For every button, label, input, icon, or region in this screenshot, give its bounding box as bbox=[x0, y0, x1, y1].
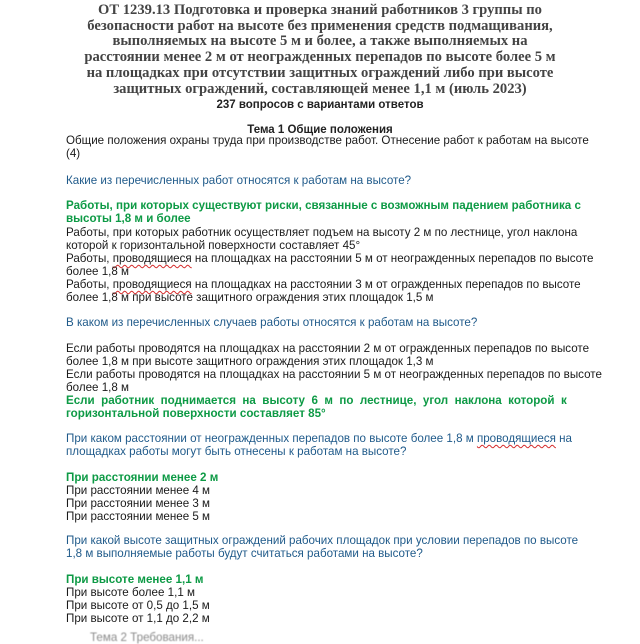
q1-correct-answer: Работы, при которых существуют риски, связанные с возможным падением работника с bbox=[66, 199, 581, 212]
title-line: выполняемых на высоте 5 м и более, а также выполняемых на bbox=[112, 33, 528, 50]
document-title bbox=[66, 3, 574, 97]
title-line: защитных ограждений, составляющей менее 1,1 м (июль 2023) bbox=[113, 80, 527, 97]
q1-option-3-cont: более 1,8 м при высоте защитного ограждения этих площадок 1,5 м bbox=[66, 291, 434, 304]
question-1: Какие из перечисленных работ относятся к работам на высоте? bbox=[66, 174, 412, 187]
q3-correct-answer: При расстоянии менее 2 м bbox=[66, 471, 219, 484]
question-4-cont: 1,8 м выполняемые работы будут считаться работами на высоте? bbox=[66, 547, 423, 560]
q4-correct-answer: При высоте менее 1,1 м bbox=[66, 573, 204, 586]
q2-option-1: Если работы проводятся на площадках на расстоянии 2 м от огражденных перепадов по высоте bbox=[66, 342, 590, 355]
q1-option-1: Работы, при которых работник осуществляет подъем на высоту 2 м по лестнице, угол наклона bbox=[66, 226, 578, 239]
question-4: При какой высоте защитных ограждений рабочих площадок при условии перепадов по высоте bbox=[66, 534, 579, 547]
q3-option-2: При расстоянии менее 3 м bbox=[66, 497, 211, 510]
title-line: ОТ 1239.13 Подготовка и проверка знаний работников 3 группы по bbox=[98, 2, 542, 18]
q4-option-1: При высоте более 1,1 м bbox=[66, 586, 195, 599]
q2-correct-answer-cont: горизонтальной поверхности составляет 85° bbox=[66, 407, 326, 420]
title-line: расстоянии менее 2 м от неогражденных перепадов по высоте более 5 м bbox=[84, 49, 556, 66]
question-2: В каком из перечисленных случаев работы относятся к работам на высоте? bbox=[66, 316, 478, 329]
title-line: на площадках при отсутствии защитных ограждений либо при высоте bbox=[86, 64, 554, 81]
q1-option-2: Работы, проводящиеся на площадках на расстоянии 5 м от неогражденных перепадов по высоте bbox=[66, 252, 594, 265]
q1-option-2-cont: более 1,8 м bbox=[66, 265, 130, 278]
document-subtitle: 237 вопросов с вариантами ответов bbox=[216, 99, 424, 111]
q1-correct-answer-cont: высоты 1,8 м и более bbox=[66, 212, 191, 225]
question-3: При каком расстоянии от неогражденных перепадов по высоте более 1,8 м проводящиеся на bbox=[66, 432, 572, 445]
q3-option-3: При расстоянии менее 5 м bbox=[66, 510, 211, 523]
title-line: безопасности работ на высоте без применения средств подмащивания, bbox=[87, 17, 553, 34]
topic-description-cont: (4) bbox=[66, 147, 81, 160]
q2-option-2: Если работы проводятся на площадках на расстоянии 5 м от неогражденных перепадов по высоте bbox=[66, 368, 602, 381]
q1-option-3: Работы, проводящиеся на площадках на расстоянии 3 м от огражденных перепадов по высоте bbox=[66, 278, 581, 291]
topic-heading: Тема 1 Общие положения bbox=[247, 124, 393, 136]
q2-option-2-cont: более 1,8 м bbox=[66, 381, 130, 394]
q1-option-1-cont: которой к горизонтальной поверхности составляет 45° bbox=[66, 239, 361, 252]
question-3-cont: площадках работы могут быть отнесены к работам на высоте? bbox=[66, 445, 407, 458]
q2-correct-answer: Если работник поднимается на высоту 6 м по лестнице, угол наклона которой к bbox=[66, 394, 567, 407]
next-topic-partial: Тема 2 Требования... bbox=[90, 631, 204, 644]
q4-option-3: При высоте от 1,1 до 2,2 м bbox=[66, 612, 210, 625]
q4-option-2: При высоте от 0,5 до 1,5 м bbox=[66, 599, 210, 612]
q2-option-1-cont: более 1,8 м при высоте защитного ограждения этих площадок 1,3 м bbox=[66, 355, 434, 368]
topic-description: Общие положения охраны труда при производстве работ. Отнесение работ к работам на высоте bbox=[66, 134, 589, 147]
q3-option-1: При расстоянии менее 4 м bbox=[66, 484, 211, 497]
